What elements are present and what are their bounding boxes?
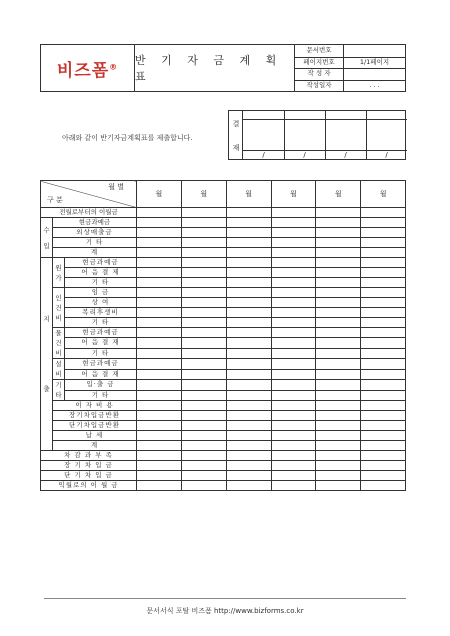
row-label: 현금과예금 bbox=[65, 258, 137, 268]
value-cell[interactable] bbox=[226, 471, 271, 481]
value-cell[interactable] bbox=[316, 308, 361, 318]
value-cell[interactable] bbox=[226, 318, 271, 328]
value-cell[interactable] bbox=[361, 441, 406, 451]
value-cell[interactable] bbox=[137, 369, 182, 380]
meta-value: . . . bbox=[369, 80, 380, 89]
fund-plan-table bbox=[40, 180, 406, 491]
value-cell[interactable] bbox=[316, 421, 361, 431]
value-cell[interactable] bbox=[137, 390, 182, 401]
value-cell[interactable] bbox=[181, 369, 226, 380]
value-cell[interactable] bbox=[137, 461, 182, 471]
value-cell[interactable] bbox=[181, 390, 226, 401]
meta-row bbox=[295, 80, 405, 92]
value-cell[interactable] bbox=[361, 411, 406, 421]
table-row bbox=[41, 218, 406, 228]
value-cell[interactable] bbox=[181, 441, 226, 451]
value-cell[interactable] bbox=[226, 411, 271, 421]
value-cell[interactable] bbox=[271, 248, 316, 258]
subgroup-label: 물 건 비 bbox=[53, 328, 65, 359]
value-cell[interactable] bbox=[137, 248, 182, 258]
value-cell[interactable] bbox=[181, 268, 226, 278]
value-cell[interactable] bbox=[226, 338, 271, 348]
value-cell[interactable] bbox=[181, 248, 226, 258]
value-cell[interactable] bbox=[361, 369, 406, 380]
value-cell[interactable] bbox=[271, 208, 316, 218]
value-cell[interactable] bbox=[137, 401, 182, 411]
value-cell[interactable] bbox=[361, 218, 406, 228]
value-cell[interactable] bbox=[271, 278, 316, 288]
value-cell[interactable] bbox=[181, 278, 226, 288]
value-cell[interactable] bbox=[137, 328, 182, 338]
value-cell[interactable] bbox=[316, 348, 361, 358]
subgroup-label: 원 가 bbox=[53, 258, 65, 288]
value-cell[interactable] bbox=[316, 328, 361, 338]
approval-date: / bbox=[325, 150, 366, 159]
row-label: 장 기 차 입 금 bbox=[41, 461, 137, 471]
value-cell[interactable] bbox=[271, 218, 316, 228]
table-row bbox=[41, 441, 406, 451]
approval-signature-cell[interactable] bbox=[325, 111, 367, 159]
value-cell[interactable] bbox=[181, 380, 226, 391]
value-cell[interactable] bbox=[271, 421, 316, 431]
value-cell[interactable] bbox=[316, 481, 361, 491]
group-label: 지 출 bbox=[41, 258, 53, 451]
value-cell[interactable] bbox=[226, 369, 271, 380]
row-label: 차 감 과 부 족 bbox=[41, 451, 137, 461]
table-row bbox=[41, 258, 406, 268]
value-cell[interactable] bbox=[361, 288, 406, 298]
value-cell[interactable] bbox=[137, 318, 182, 328]
value-cell[interactable] bbox=[271, 390, 316, 401]
value-cell[interactable] bbox=[316, 461, 361, 471]
value-cell[interactable] bbox=[181, 288, 226, 298]
value-cell[interactable] bbox=[137, 338, 182, 348]
value-cell[interactable] bbox=[181, 298, 226, 308]
title-cell bbox=[135, 45, 295, 91]
value-cell[interactable] bbox=[181, 318, 226, 328]
value-cell[interactable] bbox=[316, 380, 361, 391]
table-row bbox=[41, 278, 406, 288]
value-cell[interactable] bbox=[361, 328, 406, 338]
value-cell[interactable] bbox=[271, 238, 316, 248]
row-label: 상 여 bbox=[65, 298, 137, 308]
value-cell[interactable] bbox=[181, 238, 226, 248]
value-cell[interactable] bbox=[361, 401, 406, 411]
table-row bbox=[41, 451, 406, 461]
value-cell[interactable] bbox=[316, 248, 361, 258]
value-cell[interactable] bbox=[271, 268, 316, 278]
value-cell[interactable] bbox=[137, 380, 182, 391]
value-cell[interactable] bbox=[361, 481, 406, 491]
meta-key: 작성일자 bbox=[295, 80, 344, 92]
value-cell[interactable] bbox=[137, 308, 182, 318]
value-cell[interactable] bbox=[226, 218, 271, 228]
corner-bottom-label: 구 분 bbox=[47, 196, 63, 204]
value-cell[interactable] bbox=[316, 238, 361, 248]
value-cell[interactable] bbox=[316, 268, 361, 278]
table-row bbox=[41, 268, 406, 278]
meta-block bbox=[295, 45, 405, 91]
value-cell[interactable] bbox=[226, 348, 271, 358]
value-cell[interactable] bbox=[226, 268, 271, 278]
table-row bbox=[41, 318, 406, 328]
row-label: 단 기 차 입 금 bbox=[41, 471, 137, 481]
corner-top-label: 월 별 bbox=[108, 183, 125, 191]
row-label: 이 자 비 용 bbox=[53, 401, 137, 411]
value-cell[interactable] bbox=[137, 288, 182, 298]
approval-label-char: 결 bbox=[232, 120, 240, 128]
value-cell[interactable] bbox=[181, 431, 226, 441]
table-row bbox=[41, 390, 406, 401]
value-cell[interactable] bbox=[137, 238, 182, 248]
approval-date: / bbox=[243, 150, 284, 159]
row-label: 기 타 bbox=[53, 238, 137, 248]
value-cell[interactable] bbox=[137, 451, 182, 461]
value-cell[interactable] bbox=[361, 318, 406, 328]
value-cell[interactable] bbox=[361, 268, 406, 278]
value-cell[interactable] bbox=[137, 471, 182, 481]
value-cell[interactable] bbox=[271, 431, 316, 441]
value-cell[interactable] bbox=[226, 380, 271, 391]
value-cell[interactable] bbox=[181, 338, 226, 348]
value-cell[interactable] bbox=[226, 228, 271, 238]
approval-title-cell bbox=[243, 111, 284, 120]
value-cell[interactable] bbox=[316, 390, 361, 401]
value-cell[interactable] bbox=[181, 481, 226, 491]
table-row bbox=[41, 411, 406, 421]
value-cell[interactable] bbox=[226, 248, 271, 258]
value-cell[interactable] bbox=[316, 441, 361, 451]
value-cell[interactable] bbox=[361, 258, 406, 268]
value-cell[interactable] bbox=[226, 258, 271, 268]
value-cell[interactable] bbox=[137, 268, 182, 278]
approval-signature-cell[interactable] bbox=[366, 111, 407, 159]
value-cell[interactable] bbox=[316, 359, 361, 370]
row-label: 현금과예금 bbox=[53, 218, 137, 228]
value-cell[interactable] bbox=[271, 348, 316, 358]
row-label: 어 음 결 재 bbox=[65, 369, 137, 380]
value-cell[interactable] bbox=[226, 308, 271, 318]
value-cell[interactable] bbox=[271, 298, 316, 308]
row-label: 기 타 bbox=[65, 318, 137, 328]
value-cell[interactable] bbox=[361, 359, 406, 370]
value-cell[interactable] bbox=[181, 208, 226, 218]
subgroup-label: 인 건 비 bbox=[53, 288, 65, 328]
value-cell[interactable] bbox=[181, 401, 226, 411]
value-cell[interactable] bbox=[361, 431, 406, 441]
row-label: 전월로부터의 이월금 bbox=[41, 208, 137, 218]
row-label: 복리후생비 bbox=[65, 308, 137, 318]
table-row bbox=[41, 238, 406, 248]
value-cell[interactable] bbox=[226, 441, 271, 451]
meta-key: 작 성 자 bbox=[295, 68, 344, 80]
value-cell[interactable] bbox=[361, 238, 406, 248]
row-label: 입·출 금 bbox=[65, 380, 137, 391]
value-cell[interactable] bbox=[316, 411, 361, 421]
value-cell[interactable] bbox=[137, 208, 182, 218]
value-cell[interactable] bbox=[361, 471, 406, 481]
value-cell[interactable] bbox=[137, 481, 182, 491]
approval-date: / bbox=[366, 150, 407, 159]
table-row bbox=[41, 461, 406, 471]
value-cell[interactable] bbox=[361, 298, 406, 308]
meta-key: 페이지번호 bbox=[295, 57, 344, 69]
table-row bbox=[41, 401, 406, 411]
value-cell[interactable] bbox=[137, 431, 182, 441]
value-cell[interactable] bbox=[316, 369, 361, 380]
value-cell[interactable] bbox=[226, 359, 271, 370]
value-cell[interactable] bbox=[137, 441, 182, 451]
value-cell[interactable] bbox=[181, 328, 226, 338]
value-cell[interactable] bbox=[271, 369, 316, 380]
value-cell[interactable] bbox=[316, 338, 361, 348]
bizforms-logo: 비즈폼® bbox=[56, 60, 119, 81]
value-cell[interactable] bbox=[271, 228, 316, 238]
value-cell[interactable] bbox=[361, 390, 406, 401]
value-cell[interactable] bbox=[316, 471, 361, 481]
value-cell[interactable] bbox=[181, 228, 226, 238]
value-cell[interactable] bbox=[271, 258, 316, 268]
month-header: 월 bbox=[181, 181, 226, 208]
approval-box bbox=[228, 110, 406, 160]
approval-label bbox=[229, 111, 243, 159]
value-cell[interactable] bbox=[361, 228, 406, 238]
value-cell[interactable] bbox=[271, 471, 316, 481]
approval-title-cell bbox=[325, 111, 366, 120]
table-row bbox=[41, 248, 406, 258]
meta-value bbox=[344, 68, 405, 80]
meta-key: 문서번호 bbox=[295, 45, 344, 57]
value-cell[interactable] bbox=[226, 238, 271, 248]
intro-text: 아래와 같이 반기자금계획표를 제출합니다. bbox=[62, 134, 193, 142]
value-cell[interactable] bbox=[226, 431, 271, 441]
value-cell[interactable] bbox=[361, 421, 406, 431]
value-cell[interactable] bbox=[181, 471, 226, 481]
value-cell[interactable] bbox=[271, 401, 316, 411]
value-cell[interactable] bbox=[316, 228, 361, 238]
value-cell[interactable] bbox=[137, 258, 182, 268]
value-cell[interactable] bbox=[316, 258, 361, 268]
value-cell[interactable] bbox=[271, 359, 316, 370]
logo-cell bbox=[41, 45, 135, 91]
month-header: 월 bbox=[361, 181, 406, 208]
document-header bbox=[40, 44, 406, 92]
row-label: 어 음 결 제 bbox=[65, 268, 137, 278]
row-label: 기 타 bbox=[65, 390, 137, 401]
value-cell[interactable] bbox=[226, 328, 271, 338]
value-cell[interactable] bbox=[137, 278, 182, 288]
table-row bbox=[41, 308, 406, 318]
value-cell[interactable] bbox=[271, 451, 316, 461]
value-cell[interactable] bbox=[316, 208, 361, 218]
meta-value bbox=[344, 45, 405, 57]
value-cell[interactable] bbox=[181, 218, 226, 228]
table-row bbox=[41, 369, 406, 380]
table-row bbox=[41, 481, 406, 491]
value-cell[interactable] bbox=[271, 338, 316, 348]
value-cell[interactable] bbox=[226, 481, 271, 491]
value-cell[interactable] bbox=[271, 461, 316, 471]
value-cell[interactable] bbox=[361, 380, 406, 391]
table-row bbox=[41, 471, 406, 481]
value-cell[interactable] bbox=[137, 218, 182, 228]
approval-title-cell bbox=[366, 111, 407, 120]
row-label: 단기차입금반환 bbox=[53, 421, 137, 431]
group-label: 수 입 bbox=[41, 218, 53, 258]
row-label: 어 음 결 재 bbox=[65, 338, 137, 348]
value-cell[interactable] bbox=[361, 461, 406, 471]
table-row bbox=[41, 359, 406, 370]
value-cell[interactable] bbox=[271, 308, 316, 318]
footer-divider bbox=[44, 598, 406, 599]
value-cell[interactable] bbox=[316, 288, 361, 298]
value-cell[interactable] bbox=[226, 390, 271, 401]
value-cell[interactable] bbox=[226, 288, 271, 298]
table-row bbox=[41, 288, 406, 298]
value-cell[interactable] bbox=[226, 278, 271, 288]
value-cell[interactable] bbox=[361, 248, 406, 258]
value-cell[interactable] bbox=[137, 359, 182, 370]
value-cell[interactable] bbox=[316, 278, 361, 288]
value-cell[interactable] bbox=[137, 411, 182, 421]
table-row bbox=[41, 348, 406, 358]
table-row bbox=[41, 421, 406, 431]
footer-text: 문서서식 포탈 비즈폼 http://www.bizforms.co.kr bbox=[146, 607, 304, 615]
value-cell[interactable] bbox=[361, 451, 406, 461]
value-cell[interactable] bbox=[226, 208, 271, 218]
table-row bbox=[41, 380, 406, 391]
value-cell[interactable] bbox=[181, 451, 226, 461]
row-label: 기 타 bbox=[65, 348, 137, 358]
value-cell[interactable] bbox=[137, 298, 182, 308]
month-header: 월 bbox=[316, 181, 361, 208]
table-row bbox=[41, 298, 406, 308]
table-row bbox=[41, 328, 406, 338]
value-cell[interactable] bbox=[271, 288, 316, 298]
approval-date: / bbox=[284, 150, 325, 159]
value-cell[interactable] bbox=[181, 421, 226, 431]
row-label: 익월로의 이 월 금 bbox=[41, 481, 137, 491]
value-cell[interactable] bbox=[361, 308, 406, 318]
value-cell[interactable] bbox=[271, 380, 316, 391]
month-header: 월 bbox=[226, 181, 271, 208]
month-header: 월 bbox=[271, 181, 316, 208]
value-cell[interactable] bbox=[316, 431, 361, 441]
value-cell[interactable] bbox=[137, 348, 182, 358]
value-cell[interactable] bbox=[316, 318, 361, 328]
value-cell[interactable] bbox=[316, 401, 361, 411]
value-cell[interactable] bbox=[181, 258, 226, 268]
value-cell[interactable] bbox=[226, 401, 271, 411]
value-cell[interactable] bbox=[137, 228, 182, 238]
corner-cell bbox=[41, 181, 137, 208]
row-label: 계 bbox=[53, 441, 137, 451]
row-label: 임 금 bbox=[65, 288, 137, 298]
value-cell[interactable] bbox=[316, 298, 361, 308]
value-cell[interactable] bbox=[271, 318, 316, 328]
row-label: 납 세 bbox=[53, 431, 137, 441]
approval-label-char: 재 bbox=[232, 144, 240, 152]
value-cell[interactable] bbox=[181, 348, 226, 358]
value-cell[interactable] bbox=[316, 451, 361, 461]
table-row bbox=[41, 431, 406, 441]
subgroup-label: 설 비 bbox=[53, 359, 65, 380]
table-row bbox=[41, 228, 406, 238]
value-cell[interactable] bbox=[226, 421, 271, 431]
value-cell[interactable] bbox=[181, 411, 226, 421]
row-label: 현금과예금 bbox=[65, 328, 137, 338]
month-header: 월 bbox=[137, 181, 182, 208]
approval-signature-cell[interactable] bbox=[243, 111, 285, 159]
value-cell[interactable] bbox=[226, 451, 271, 461]
value-cell[interactable] bbox=[226, 298, 271, 308]
row-label: 계 bbox=[53, 248, 137, 258]
value-cell[interactable] bbox=[271, 411, 316, 421]
approval-signature-cell[interactable] bbox=[284, 111, 326, 159]
value-cell[interactable] bbox=[181, 308, 226, 318]
document-title: 반 기 자 금 계 획 표 bbox=[135, 54, 283, 83]
value-cell[interactable] bbox=[271, 441, 316, 451]
table-header-row bbox=[41, 181, 406, 208]
row-label: 기 타 bbox=[65, 278, 137, 288]
value-cell[interactable] bbox=[361, 348, 406, 358]
table-row bbox=[41, 208, 406, 218]
approval-title-cell bbox=[284, 111, 325, 120]
row-label: 장기차입금반환 bbox=[53, 411, 137, 421]
value-cell[interactable] bbox=[271, 328, 316, 338]
value-cell[interactable] bbox=[137, 421, 182, 431]
value-cell[interactable] bbox=[316, 218, 361, 228]
row-label: 현금과예금 bbox=[65, 359, 137, 370]
value-cell[interactable] bbox=[181, 461, 226, 471]
value-cell[interactable] bbox=[361, 208, 406, 218]
value-cell[interactable] bbox=[361, 338, 406, 348]
row-label: 외상매출금 bbox=[53, 228, 137, 238]
meta-value: 1/1페이지 bbox=[359, 57, 390, 66]
table-row bbox=[41, 338, 406, 348]
value-cell[interactable] bbox=[271, 481, 316, 491]
subgroup-label: 기 타 bbox=[53, 380, 65, 401]
value-cell[interactable] bbox=[361, 278, 406, 288]
value-cell[interactable] bbox=[181, 359, 226, 370]
value-cell[interactable] bbox=[226, 461, 271, 471]
